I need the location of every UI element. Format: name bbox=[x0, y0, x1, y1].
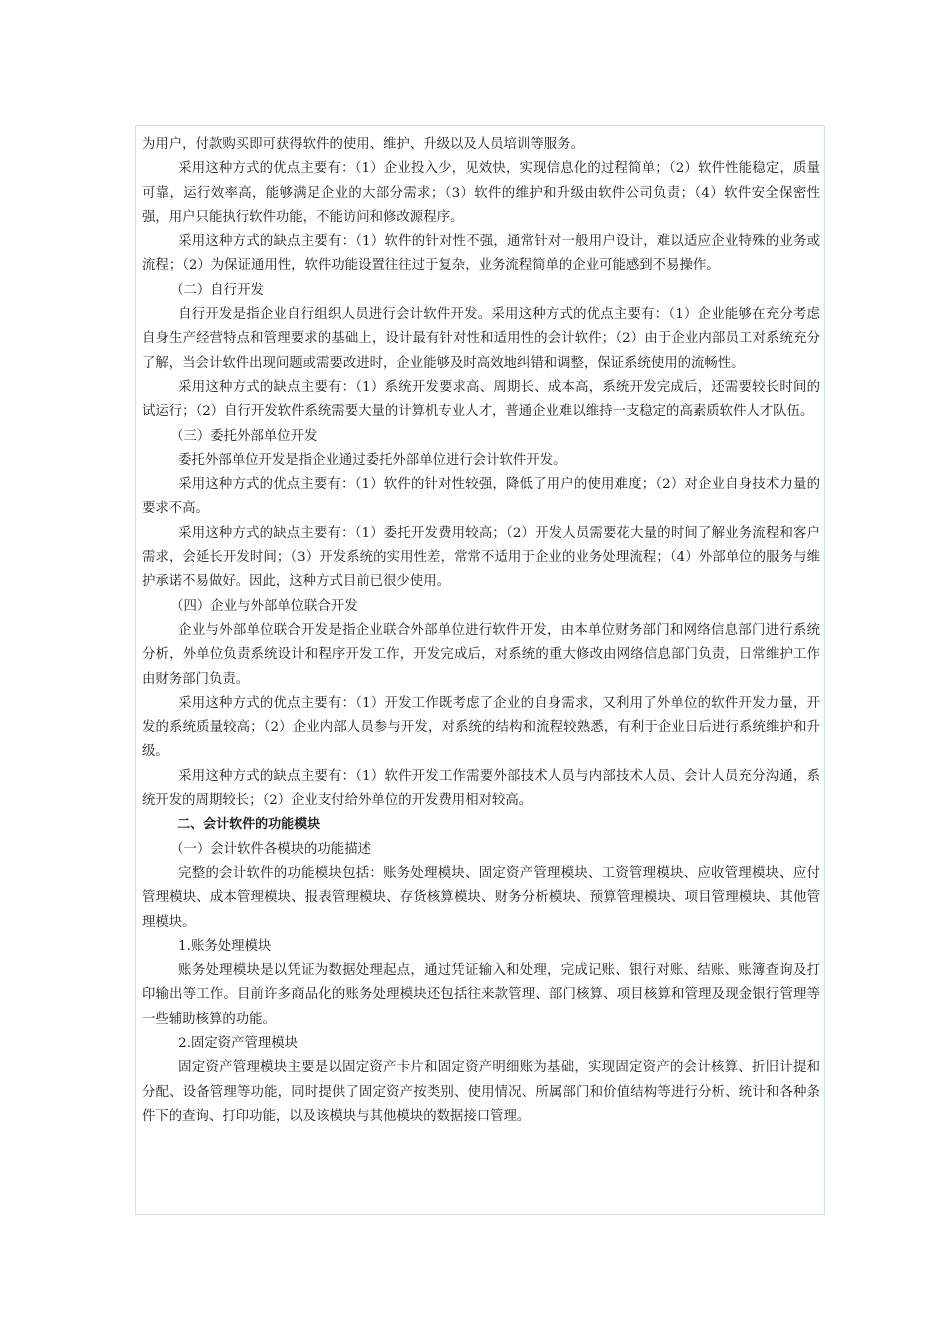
section-heading: （一）会计软件各模块的功能描述 bbox=[170, 841, 371, 857]
paragraph: 采用这种方式的优点主要有：（1）开发工作既考虑了企业的自身需求，又利用了外单位的软件开发力量，开发的系统质量较高；（2）企业内部人员参与开发，对系统的结构和流程较熟悉，有利于企业日后进行系统维护和升级。 bbox=[142, 695, 820, 760]
paragraph: 采用这种方式的优点主要有：（1）软件的针对性较强，降低了用户的使用难度；（2）对企业自身技术力量的要求不高。 bbox=[142, 477, 820, 517]
paragraph: 采用这种方式的缺点主要有：（1）委托开发费用较高；（2）开发人员需要花大量的时间了解业务流程和客户需求，会延长开发时间；（3）开发系统的实用性差，常常不适用于企业的业务处理流程；（4）外部单位的服务与维护承诺不易做好。因此，这种方式目前已很少使用。 bbox=[142, 525, 820, 590]
paragraph: 委托外部单位开发是指企业通过委托外部单位进行会计软件开发。 bbox=[178, 452, 567, 468]
section-heading: （二）自行开发 bbox=[170, 282, 264, 298]
paragraph: 采用这种方式的缺点主要有：（1）软件开发工作需要外部技术人员与内部技术人员、会计人员充分沟通，系统开发的周期较长；（2）企业支付给外单位的开发费用相对较高。 bbox=[142, 768, 820, 809]
section-heading: （四）企业与外部单位联合开发 bbox=[170, 598, 358, 614]
paragraph: 采用这种方式的缺点主要有：（1）系统开发要求高、周期长、成本高，系统开发完成后，还需要较长时间的试运行；（2）自行开发软件系统需要大量的计算机专业人才，普通企业难以维持一支稳定的高素质软件人才队伍。 bbox=[142, 379, 820, 420]
paragraph: 为用户，付款购买即可获得软件的使用、维护、升级以及人员培训等服务。 bbox=[142, 137, 584, 152]
paragraph: 自行开发是指企业自行组织人员进行会计软件开发。采用这种方式的优点主要有：（1）企业能够在充分考虑自身生产经营特点和管理要求的基础上，设计最有针对性和适用性的会计软件；（2）由于企业内部员工对系统充分了解，当会计软件出现问题或需要改进时，企业能够及时高效地纠错和调整，保证系统使用的流畅性。 bbox=[142, 307, 820, 371]
document-body bbox=[142, 133, 820, 1129]
paragraph: 完整的会计软件的功能模块包括：账务处理模块、固定资产管理模块、工资管理模块、应收管理模块、应付管理模块、成本管理模块、报表管理模块、存货核算模块、财务分析模块、预算管理模块、项目管理模块、其他管理模块。 bbox=[142, 865, 820, 930]
paragraph: 固定资产管理模块主要是以固定资产卡片和固定资产明细账为基础，实现固定资产的会计核算、折旧计提和分配、设备管理等功能，同时提供了固定资产按类别、使用情况、所属部门和价值结构等进行分析、统计和各种条件下的查询、打印功能，以及该模块与其他模块的数据接口管理。 bbox=[142, 1060, 820, 1124]
section-heading: （三）委托外部单位开发 bbox=[170, 428, 318, 444]
paragraph: 企业与外部单位联合开发是指企业联合外部单位进行软件开发，由本单位财务部门和网络信息部门进行系统分析，外单位负责系统设计和程序开发工作，开发完成后，对系统的重大修改由网络信息部门负责，日常维护工作由财务部门负责。 bbox=[142, 622, 820, 687]
paragraph: 采用这种方式的优点主要有：（1）企业投入少，见效快，实现信息化的过程简单；（2）软件性能稳定，质量可靠，运行效率高，能够满足企业的大部分需求；（3）软件的维护和升级由软件公司负责；（4）软件安全保密性强，用户只能执行软件功能，不能访问和修改源程序。 bbox=[142, 161, 820, 225]
item-heading: 2.固定资产管理模块 bbox=[178, 1035, 299, 1051]
item-heading: 1.账务处理模块 bbox=[178, 938, 272, 954]
chapter-heading: 二、会计软件的功能模块 bbox=[177, 817, 321, 833]
paragraph: 账务处理模块是以凭证为数据处理起点，通过凭证输入和处理，完成记账、银行对账、结账、账簿查询及打印输出等工作。目前许多商品化的账务处理模块还包括往来款管理、部门核算、项目核算和管理及现金银行管理等一些辅助核算的功能。 bbox=[142, 963, 820, 1027]
paragraph: 采用这种方式的缺点主要有：（1）软件的针对性不强，通常针对一般用户设计，难以适应企业特殊的业务或流程；（2）为保证通用性，软件功能设置往往过于复杂，业务流程简单的企业可能感到不易操作。 bbox=[142, 234, 820, 274]
